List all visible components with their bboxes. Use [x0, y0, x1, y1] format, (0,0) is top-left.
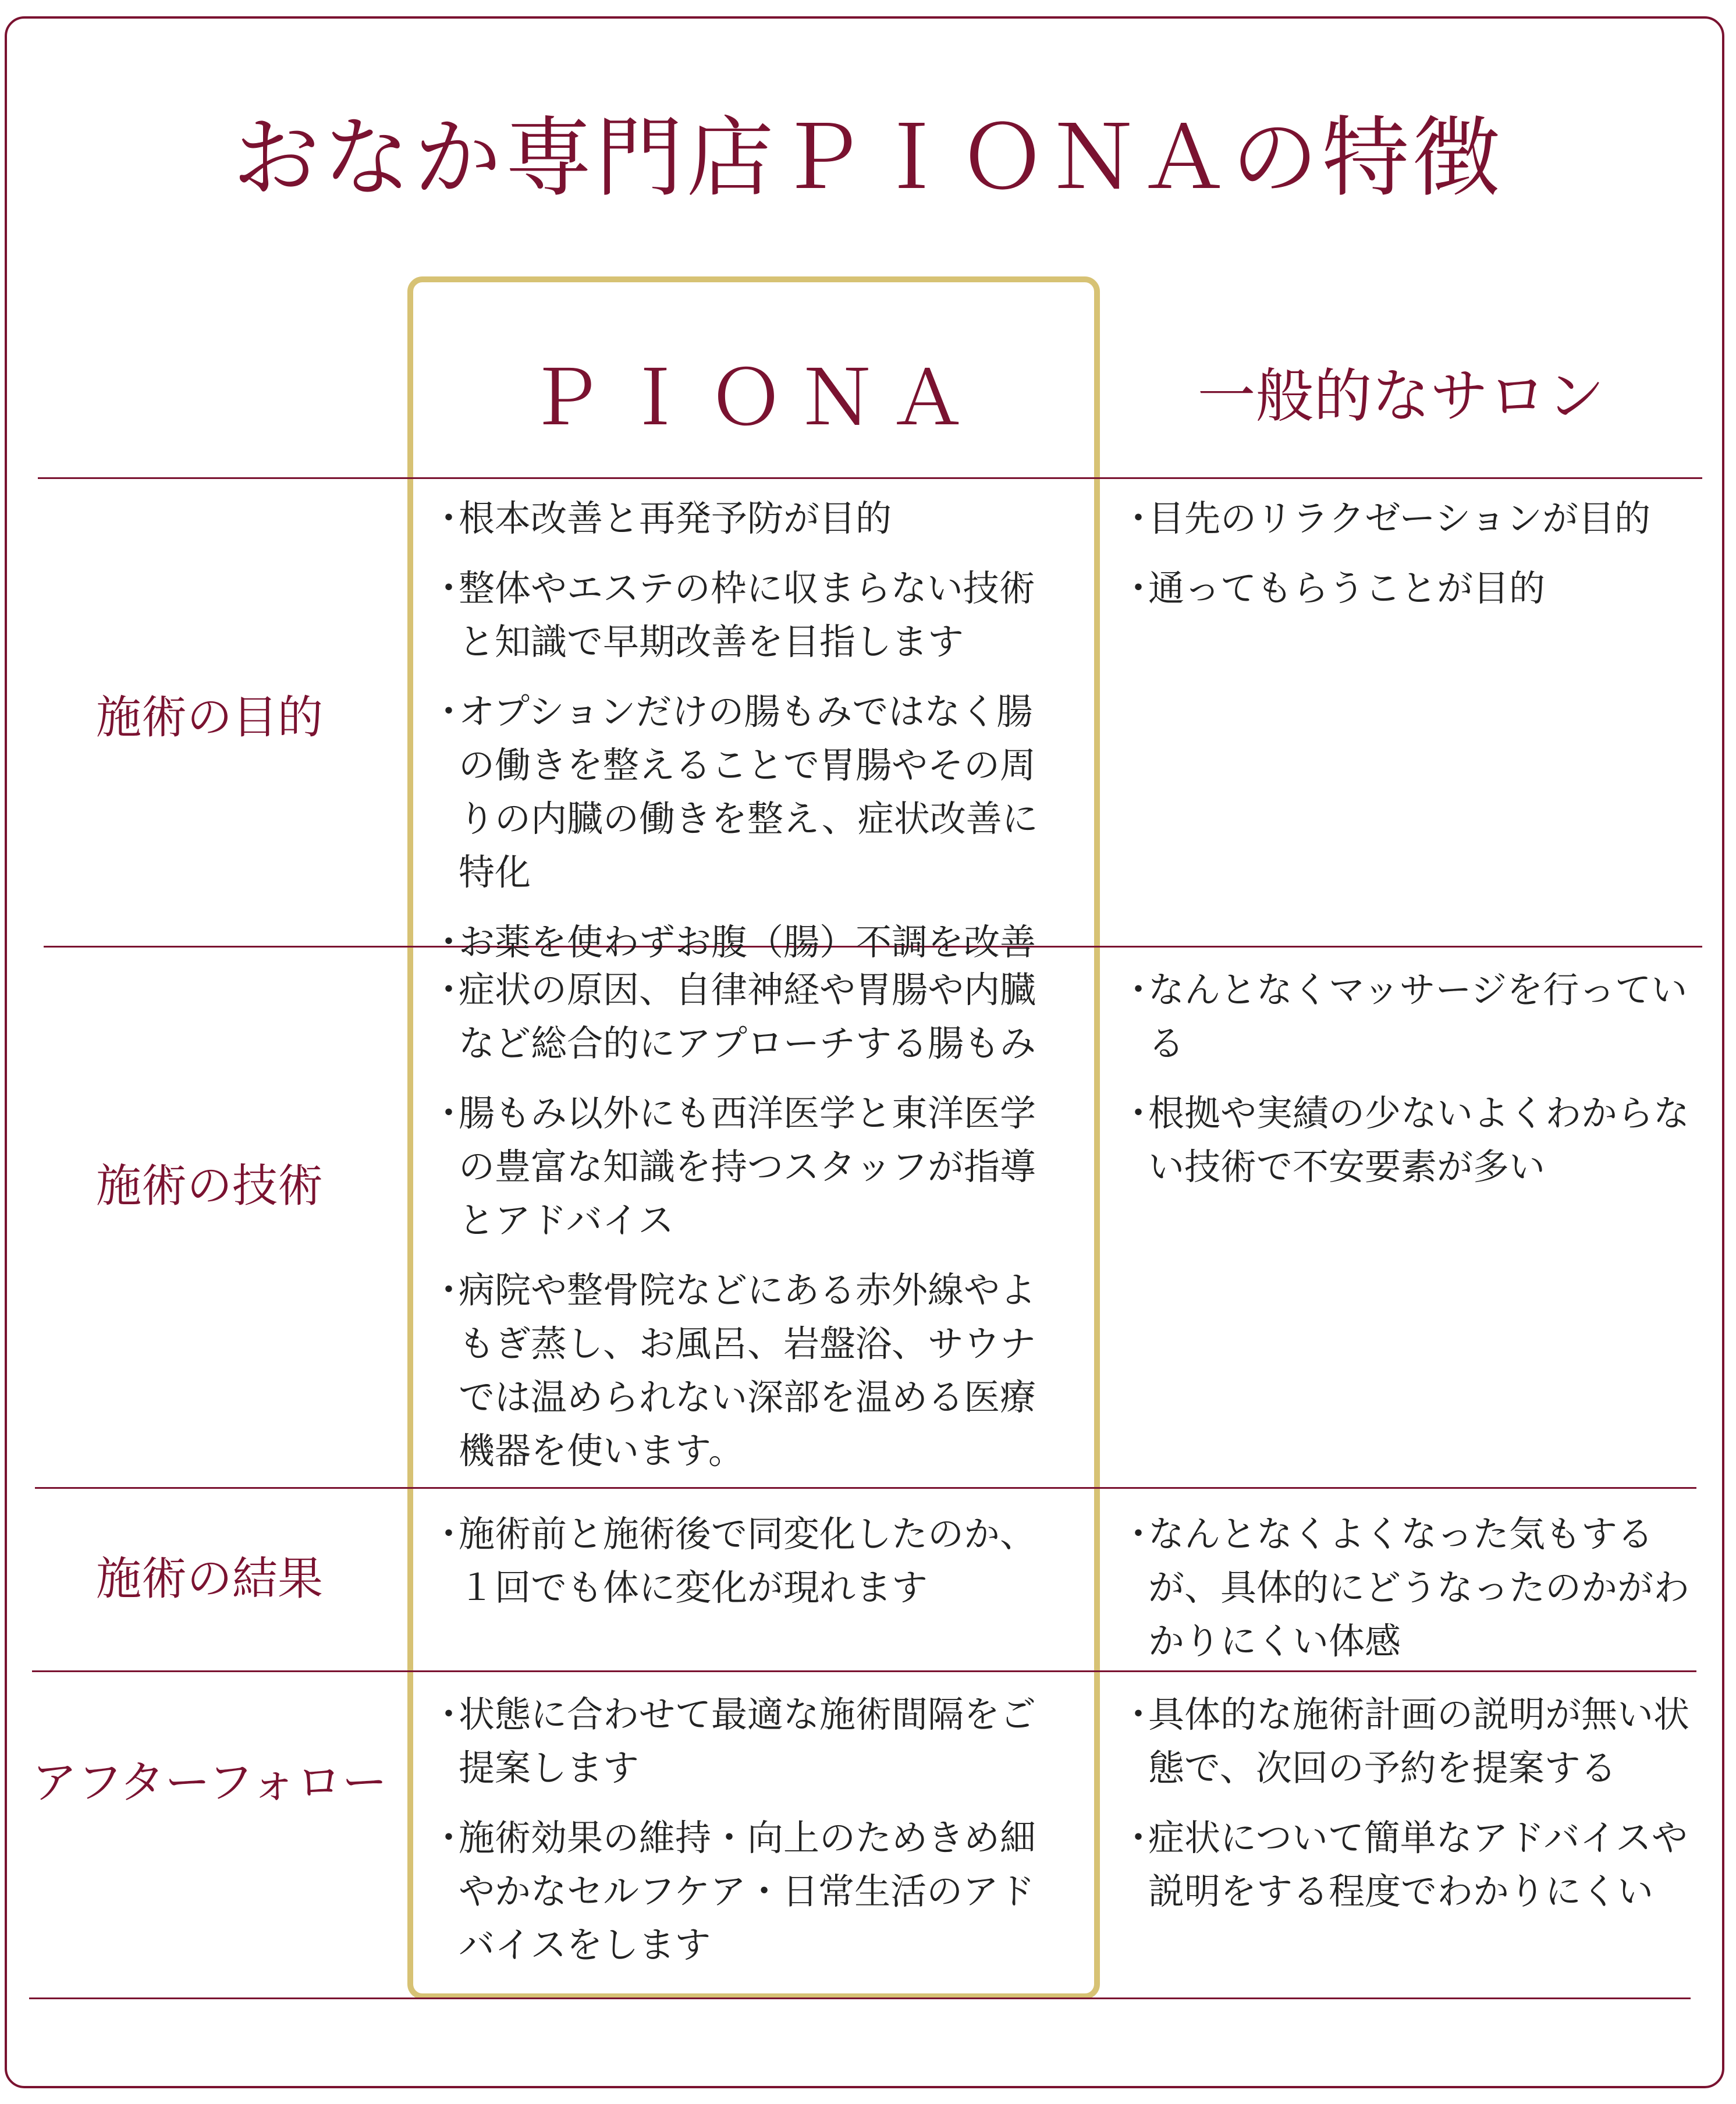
list-item: ・ なんとなくよくなった気もするが、具体的にどうなったのかがわかりにくい体感 — [1120, 1507, 1702, 1668]
piona-cell-aftercare — [431, 1688, 1059, 1988]
piona-cell-result — [431, 1507, 1059, 1631]
row-label-technique: 施術の技術 — [95, 1160, 323, 1212]
list-item: ・ 施術効果の維持・向上のためきめ細やかなセルフケア・日常生活のアドバイスをします — [431, 1811, 1059, 1972]
list-item: ・ 整体やエステの枠に収まらない技術と知識で早期改善を目指します — [431, 562, 1059, 669]
column-header-piona: ＰＩＯＮＡ — [526, 354, 981, 442]
list-item: ・ 根拠や実績の少ないよくわからない技術で不安要素が多い — [1120, 1087, 1702, 1194]
list-item: ・ 施術前と施術後で同変化したのか、１回でも体に変化が現れます — [431, 1507, 1059, 1615]
row-divider — [29, 1997, 1691, 1999]
general-cell-result — [1120, 1507, 1702, 1684]
list-item: ・ 通ってもらうことが目的 — [1120, 562, 1702, 615]
general-cell-technique — [1120, 963, 1702, 1210]
list-item: ・ 状態に合わせて最適な施術間隔をご提案します — [431, 1688, 1059, 1795]
row-label-result: 施術の結果 — [95, 1553, 323, 1605]
row-divider — [38, 477, 1702, 479]
list-item: ・ 症状について簡単なアドバイスや説明をする程度でわかりにくい — [1120, 1811, 1702, 1918]
general-cell-purpose — [1120, 492, 1702, 631]
list-item: ・ オプションだけの腸もみではなく腸の働きを整えることで胃腸やその周りの内臓の働きを整え、症状改善に特化 — [431, 685, 1059, 899]
list-item: ・ 目先のリラクゼーションが目的 — [1120, 492, 1702, 545]
piona-cell-purpose — [431, 492, 1059, 985]
list-item: ・ 腸もみ以外にも西洋医学と東洋医学の豊富な知識を持つスタッフが指導とアドバイス — [431, 1087, 1059, 1247]
row-label-aftercare: アフターフォロー — [31, 1757, 388, 1809]
list-item: ・ 具体的な施術計画の説明が無い状態で、次回の予約を提案する — [1120, 1688, 1702, 1795]
list-item: ・ お薬を使わずお腹（腸）不調を改善 — [431, 916, 1059, 969]
piona-cell-technique — [431, 963, 1059, 1494]
general-cell-aftercare — [1120, 1688, 1702, 1935]
list-item: ・ 根本改善と再発予防が目的 — [431, 492, 1059, 545]
list-item: ・ 症状の原因、自律神経や胃腸や内臓など総合的にアプローチする腸もみ — [431, 963, 1059, 1070]
row-label-purpose: 施術の目的 — [95, 691, 323, 744]
list-item: ・ なんとなくマッサージを行っている — [1120, 963, 1702, 1070]
list-item: ・ 病院や整骨院などにある赤外線やよもぎ蒸し、お風呂、岩盤浴、サウナでは温められない深部を温める医療機器を使います。 — [431, 1264, 1059, 1478]
column-header-general-salon: 一般的なサロン — [1197, 362, 1605, 430]
page-title: おなか専門店ＰＩＯＮＡの特徴 — [232, 108, 1504, 209]
